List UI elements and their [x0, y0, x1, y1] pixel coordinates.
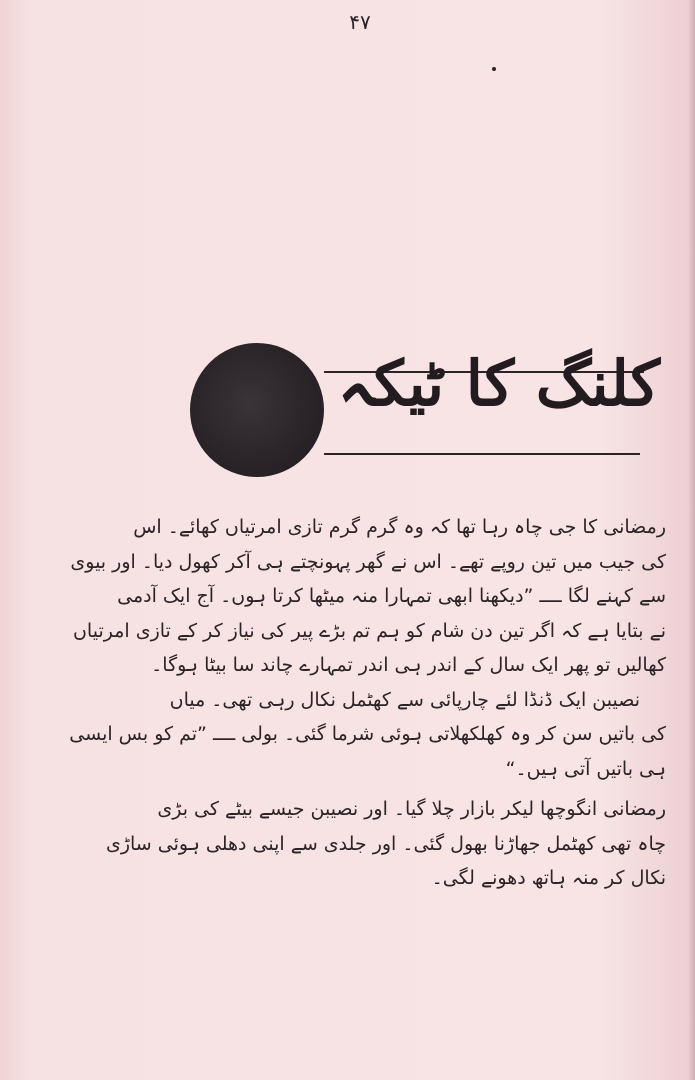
chapter-heading	[190, 325, 660, 475]
text-line: سے کہنے لگا ــــ ”دیکھنا ابھی تمہارا منہ میٹھا کرتا ہوں۔ آج ایک آدمی	[117, 585, 666, 607]
text-line: کی جیب میں تین روپے تھے۔ اس نے گھر پہونچتے ہی آکر کھول دیا۔ اور بیوی	[70, 550, 666, 573]
chapter-title: کلنگ کا ٹیکہ	[337, 347, 660, 420]
text-line: کی باتیں سن کر وہ کھلکھلاتی ہوئی شرما گئی۔ بولی ــــ ”تم کو بس ایسی	[69, 723, 666, 745]
ink-speck	[492, 67, 496, 71]
text-line: کھالیں تو پھر ایک سال کے اندر ہی اندر تمہارے چاند سا بیٹا ہوگا۔	[151, 654, 666, 676]
text-line: رمضانی انگوچھا لیکر بازار چلا گیا۔ اور نصیبن جیسے بیٹے کی بڑی	[157, 798, 666, 820]
text-line: نے بتایا ہے کہ اگر تین دن شام کو ہم تم بڑے پیر کی نیاز کر کے تازی امرتیاں	[72, 619, 666, 642]
text-line: نکال کر منہ ہاتھ دھونے لگی۔	[431, 867, 666, 889]
text-line: نصیبن ایک ڈنڈا لئے چارپائی سے کھٹمل نکال رہی تھی۔ میاں	[169, 688, 640, 711]
page-number: ۴۷	[349, 10, 371, 34]
story-text	[69, 510, 666, 896]
text-line: ہی باتیں آتی ہیں۔“	[505, 757, 666, 780]
heading-ornament-circle	[190, 343, 324, 477]
heading-rule-bottom	[324, 453, 640, 455]
page-edge	[689, 0, 695, 1080]
text-line: رمضانی کا جی چاہ رہا تھا کہ وہ گرم گرم تازی امرتیاں کھائے۔ اس	[133, 516, 666, 538]
text-line: چاہ تھی کھٹمل جھاڑنا بھول گئی۔ اور جلدی سے اپنی دھلی ہوئی ساڑی	[105, 832, 666, 855]
